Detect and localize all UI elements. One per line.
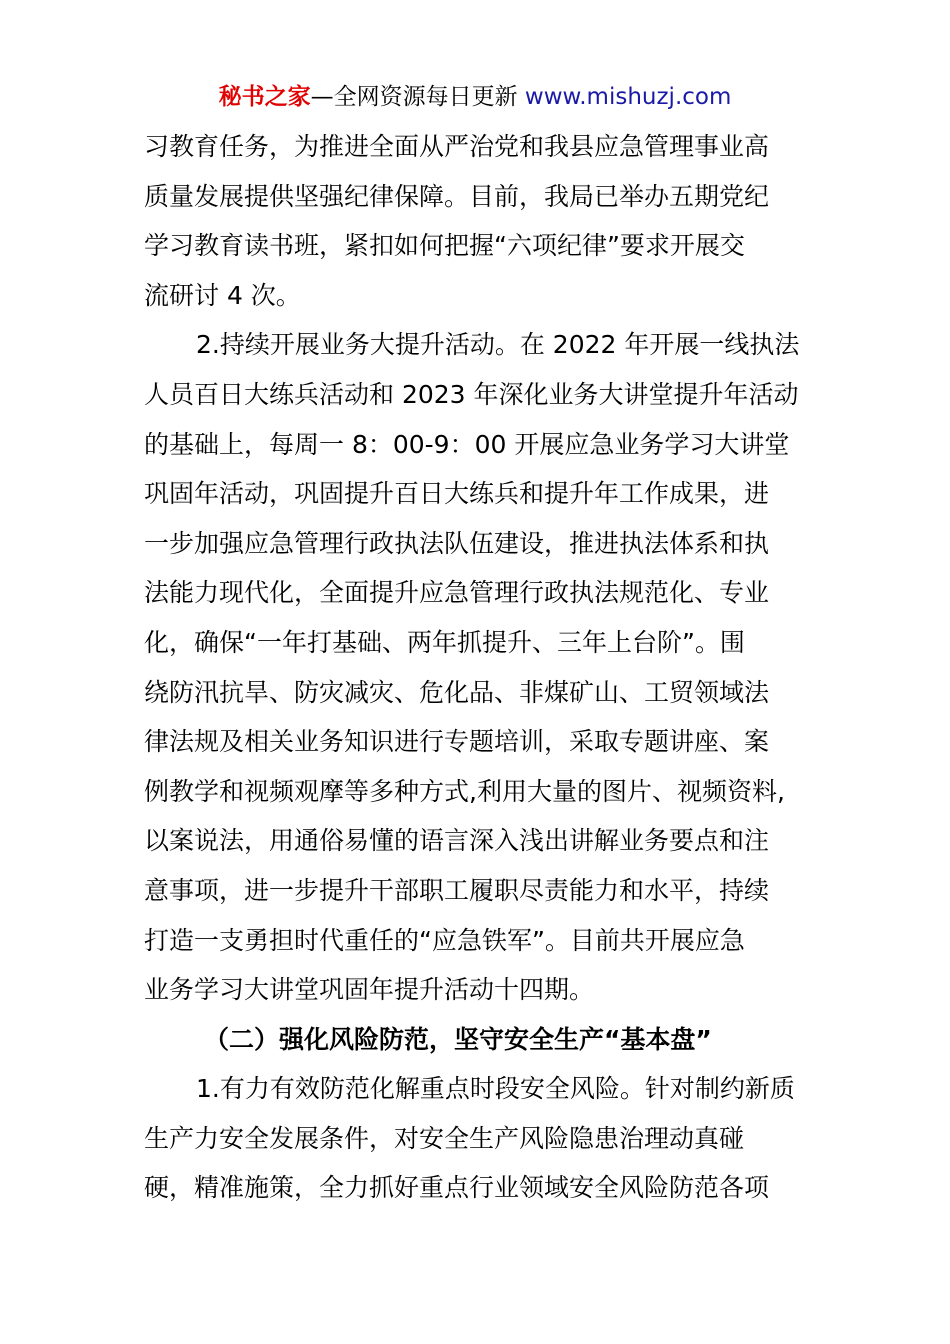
site-url-link[interactable]: www.mishuzj.com [524, 84, 732, 110]
paragraph-line: 律法规及相关业务知识进行专题培训，采取专题讲座、案 [144, 727, 770, 757]
site-header [0, 80, 950, 114]
paragraph-line: 化，确保“一年打基础、两年抓提升、三年上台阶”。围 [144, 627, 745, 657]
paragraph-line: 绕防汛抗旱、防灾减灾、危化品、非煤矿山、工贸领域法 [144, 677, 770, 707]
paragraph-line: 硬，精准施策，全力抓好重点行业领域安全风险防范各项 [144, 1173, 770, 1203]
paragraph-line: 一步加强应急管理行政执法队伍建设，推进执法体系和执 [144, 528, 770, 558]
paragraph-line: 习教育任务，为推进全面从严治党和我县应急管理事业高 [144, 132, 770, 161]
site-tagline: —全网资源每日更新 [310, 84, 525, 110]
paragraph-line: 人员百日大练兵活动和 2023 年深化业务大讲堂提升年活动 [144, 379, 799, 409]
paragraph-line: 意事项，进一步提升干部职工履职尽责能力和水平，持续 [144, 875, 770, 905]
paragraph-line: 的基础上，每周一 8：00-9：00 开展应急业务学习大讲堂 [144, 429, 790, 459]
paragraph-line: 2.持续开展业务大提升活动。在 2022 年开展一线执法 [196, 330, 800, 360]
document-body [144, 122, 808, 1213]
paragraph-line: 1.有力有效防范化解重点时段安全风险。针对制约新质 [196, 1074, 795, 1104]
paragraph-line: 以案说法，用通俗易懂的语言深入浅出讲解业务要点和注 [144, 826, 770, 856]
paragraph-line: 生产力安全发展条件，对安全生产风险隐患治理动真碰 [144, 1123, 745, 1153]
paragraph-line: 流研讨 4 次。 [144, 280, 301, 310]
section-heading: （二）强化风险防范，坚守安全生产“基本盘” [204, 1024, 712, 1054]
paragraph-line: 打造一支勇担时代重任的“应急铁军”。目前共开展应急 [144, 925, 745, 955]
paragraph-line: 质量发展提供坚强纪律保障。目前，我局已举办五期党纪 [144, 181, 770, 211]
paragraph-line: 法能力现代化，全面提升应急管理行政执法规范化、专业 [144, 578, 770, 608]
paragraph-line: 巩固年活动，巩固提升百日大练兵和提升年工作成果，进 [144, 479, 770, 509]
paragraph-line: 学习教育读书班，紧扣如何把握“六项纪律”要求开展交 [144, 231, 745, 261]
site-brand: 秘书之家 [218, 84, 311, 110]
paragraph-line: 例教学和视频观摩等多种方式,利用大量的图片、视频资料, [144, 776, 785, 806]
paragraph-line: 业务学习大讲堂巩固年提升活动十四期。 [144, 975, 595, 1005]
